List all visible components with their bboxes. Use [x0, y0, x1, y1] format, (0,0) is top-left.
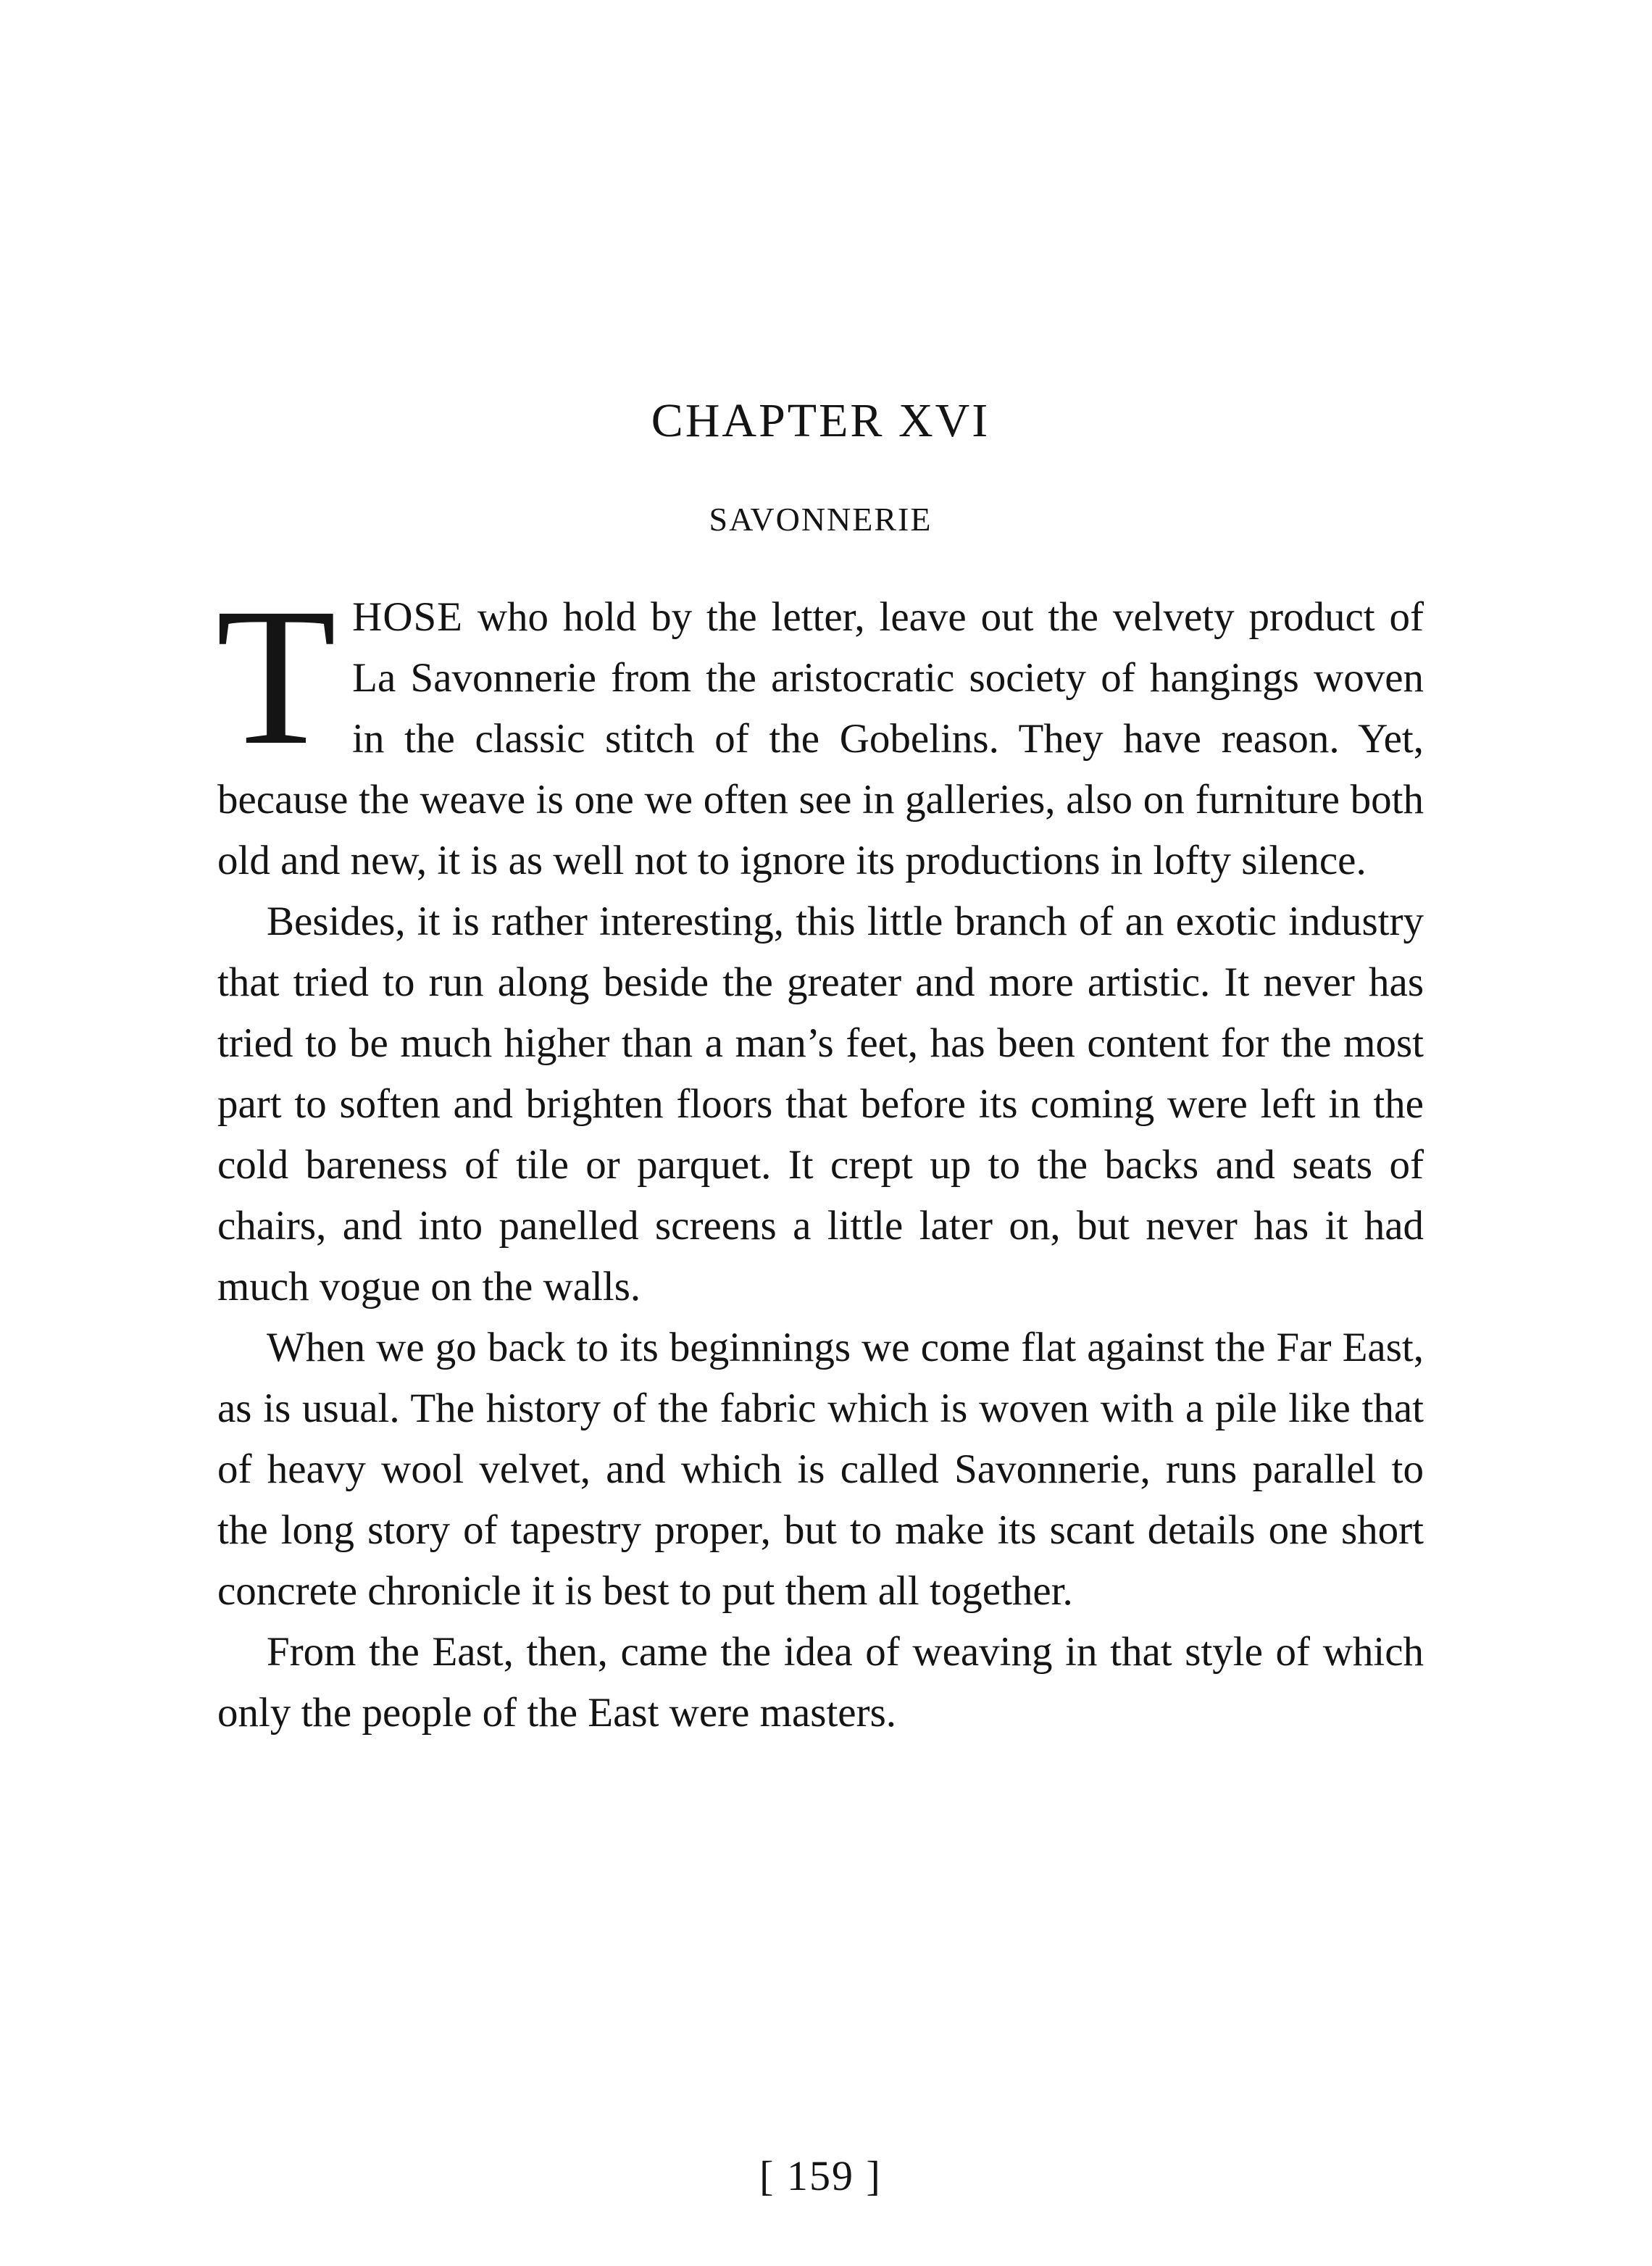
page-number: [ 159 ]	[759, 2152, 882, 2199]
paragraph-4: From the East, then, came the idea of weaving in that style of which only the people of the East were masters.	[217, 1629, 1424, 1736]
paragraph-1	[216, 567, 1424, 891]
chapter-subtitle: SAVONNERIE	[709, 501, 933, 538]
chapter-body	[216, 567, 1424, 1744]
chapter-title: CHAPTER XVI	[651, 394, 990, 447]
paragraph-1-lead: HOSE	[352, 594, 464, 640]
drop-cap: T	[216, 567, 337, 786]
paragraph-2: Besides, it is rather interesting, this little branch of an exotic industry that tried to run along beside the greater and more artistic. It never has tried to be much higher than a man’s feet, has been content for the most part to soften and brighten floors that before its coming were left in the cold bareness of tile or parquet. It crept up to the backs and seats of chairs, and into panelled screens a little later on, but never has it had much vogue on the walls.	[217, 899, 1424, 1309]
paragraph-1-text: who hold by the letter, leave out the velvety product of La Savonnerie from the aristocratic society of hangings woven in the classic stitch of the Gobelins. They have reason. Yet, because the weave is one we often see in galleries, also on furniture both old and new, it is as well not to ignore its productions in lofty silence.	[217, 594, 1424, 883]
paragraph-3: When we go back to its beginnings we come flat against the Far East, as is usual. The history of the fabric which is woven with a pile like that of heavy wool velvet, and which is called Savonnerie, runs parallel to the long story of tapestry proper, but to make its scant details one short concrete chronicle it is best to put them all together.	[217, 1325, 1424, 1614]
